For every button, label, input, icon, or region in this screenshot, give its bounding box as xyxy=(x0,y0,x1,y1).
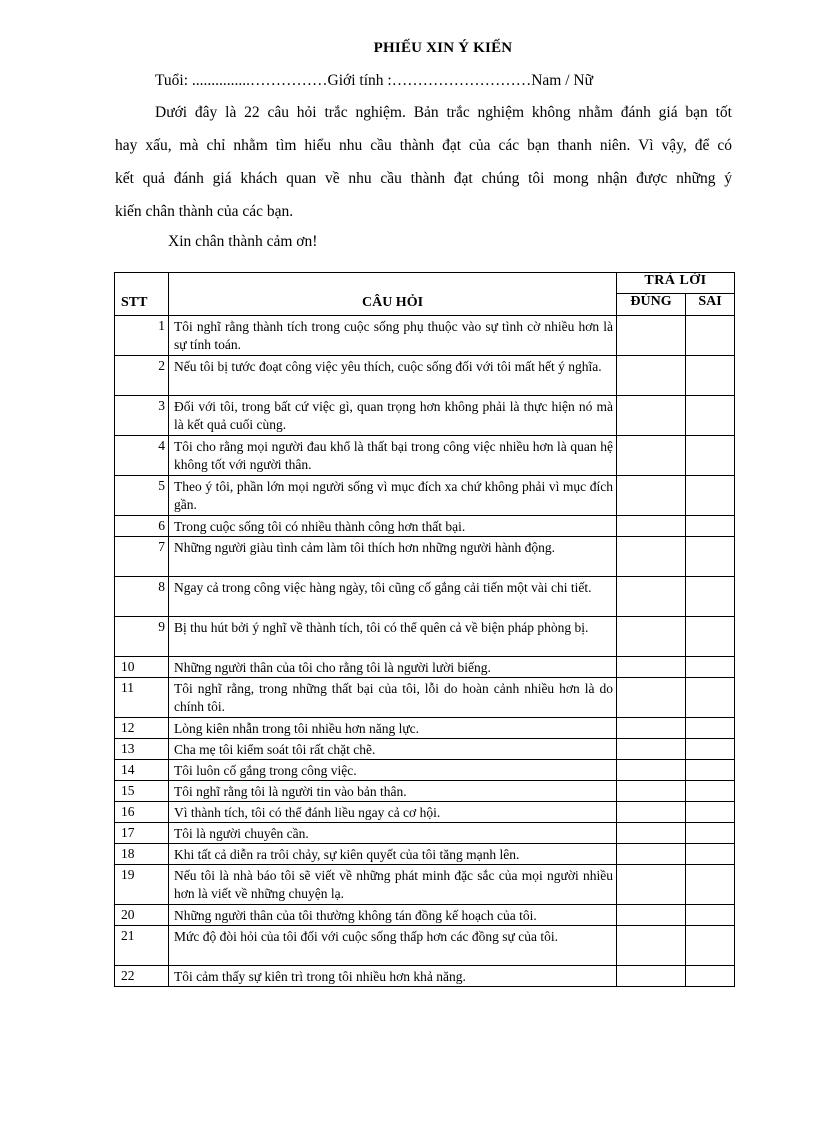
question-text: Những người thân của tôi thường không tán đồng kế hoạch của tôi. xyxy=(169,905,617,926)
table-row xyxy=(115,617,735,657)
answer-false-cell[interactable] xyxy=(686,356,735,396)
question-text: Những người giàu tình cảm làm tôi thích hơn những người hành động. xyxy=(169,537,617,577)
answer-false-cell[interactable] xyxy=(686,781,735,802)
row-number: 5 xyxy=(115,476,169,516)
row-number: 17 xyxy=(115,823,169,844)
table-row xyxy=(115,476,735,516)
answer-true-cell[interactable] xyxy=(617,865,686,905)
answer-true-cell[interactable] xyxy=(617,516,686,537)
row-number: 19 xyxy=(115,865,169,905)
answer-false-cell[interactable] xyxy=(686,926,735,966)
answer-false-cell[interactable] xyxy=(686,739,735,760)
answer-false-cell[interactable] xyxy=(686,905,735,926)
answer-true-cell[interactable] xyxy=(617,617,686,657)
question-text: Trong cuộc sống tôi có nhiều thành công hơn thất bại. xyxy=(169,516,617,537)
answer-false-cell[interactable] xyxy=(686,476,735,516)
question-text: Lòng kiên nhẫn trong tôi nhiều hơn năng lực. xyxy=(169,718,617,739)
answer-true-cell[interactable] xyxy=(617,657,686,678)
answer-true-cell[interactable] xyxy=(617,356,686,396)
question-text: Vì thành tích, tôi có thể đánh liều ngay cả cơ hội. xyxy=(169,802,617,823)
answer-false-cell[interactable] xyxy=(686,617,735,657)
question-text: Tôi cảm thấy sự kiên trì trong tôi nhiều hơn khả năng. xyxy=(169,966,617,987)
question-text: Tôi nghĩ rằng thành tích trong cuộc sống phụ thuộc vào sự tình cờ nhiều hơn là sự tính toán. xyxy=(169,316,617,356)
table-row xyxy=(115,718,735,739)
table-row xyxy=(115,396,735,436)
table-row xyxy=(115,657,735,678)
row-number: 16 xyxy=(115,802,169,823)
answer-false-cell[interactable] xyxy=(686,537,735,577)
answer-false-cell[interactable] xyxy=(686,516,735,537)
table-row xyxy=(115,802,735,823)
answer-false-cell[interactable] xyxy=(686,396,735,436)
question-text: Nếu tôi bị tước đoạt công việc yêu thích, cuộc sống đối với tôi mất hết ý nghĩa. xyxy=(169,356,617,396)
table-row xyxy=(115,516,735,537)
question-text: Những người thân của tôi cho rằng tôi là người lười biếng. xyxy=(169,657,617,678)
row-number: 15 xyxy=(115,781,169,802)
table-row xyxy=(115,537,735,577)
answer-true-cell[interactable] xyxy=(617,823,686,844)
table-row xyxy=(115,436,735,476)
questionnaire-table xyxy=(114,272,735,987)
row-number: 11 xyxy=(115,678,169,718)
answer-true-cell[interactable] xyxy=(617,476,686,516)
answer-true-cell[interactable] xyxy=(617,316,686,356)
row-number: 13 xyxy=(115,739,169,760)
answer-false-cell[interactable] xyxy=(686,802,735,823)
row-number: 10 xyxy=(115,657,169,678)
header-answer: TRẢ LỜI xyxy=(617,273,735,294)
answer-true-cell[interactable] xyxy=(617,802,686,823)
question-text: Đối với tôi, trong bất cứ việc gì, quan trọng hơn không phải là thực hiện nó mà là kết quả cuối cùng. xyxy=(169,396,617,436)
answer-true-cell[interactable] xyxy=(617,537,686,577)
question-text: Nếu tôi là nhà báo tôi sẽ viết về những phát minh đặc sắc của mọi người nhiều hơn là viết về những chuyện lạ. xyxy=(169,865,617,905)
header-stt: STT xyxy=(115,273,169,316)
answer-false-cell[interactable] xyxy=(686,865,735,905)
intro-line-1: Dưới đây là 22 câu hỏi trắc nghiệm. Bản trắc nghiệm không nhằm đánh giá bạn tốt xyxy=(155,104,732,121)
document-title: PHIẾU XIN Ý KIẾN xyxy=(373,40,513,56)
question-text: Cha mẹ tôi kiểm soát tôi rất chặt chẽ. xyxy=(169,739,617,760)
thanks-line: Xin chân thành cảm ơn! xyxy=(168,233,318,250)
answer-false-cell[interactable] xyxy=(686,436,735,476)
question-text: Khi tất cả diễn ra trôi chảy, sự kiên quyết của tôi tăng mạnh lên. xyxy=(169,844,617,865)
answer-true-cell[interactable] xyxy=(617,436,686,476)
answer-true-cell[interactable] xyxy=(617,926,686,966)
question-text: Bị thu hút bởi ý nghĩ về thành tích, tôi có thể quên cả về biện pháp phòng bị. xyxy=(169,617,617,657)
row-number: 20 xyxy=(115,905,169,926)
row-number: 21 xyxy=(115,926,169,966)
row-number: 4 xyxy=(115,436,169,476)
answer-true-cell[interactable] xyxy=(617,718,686,739)
answer-true-cell[interactable] xyxy=(617,844,686,865)
row-number: 18 xyxy=(115,844,169,865)
answer-true-cell[interactable] xyxy=(617,577,686,617)
row-number: 3 xyxy=(115,396,169,436)
question-text: Tôi là người chuyên cần. xyxy=(169,823,617,844)
answer-true-cell[interactable] xyxy=(617,396,686,436)
answer-false-cell[interactable] xyxy=(686,760,735,781)
answer-false-cell[interactable] xyxy=(686,577,735,617)
header-true: ĐÚNG xyxy=(617,294,686,316)
table-row xyxy=(115,577,735,617)
table-row xyxy=(115,781,735,802)
question-text: Mức độ đòi hỏi của tôi đối với cuộc sống thấp hơn các đồng sự của tôi. xyxy=(169,926,617,966)
table-row xyxy=(115,760,735,781)
table-row xyxy=(115,823,735,844)
row-number: 12 xyxy=(115,718,169,739)
table-row xyxy=(115,356,735,396)
row-number: 6 xyxy=(115,516,169,537)
header-false: SAI xyxy=(686,294,735,316)
answer-false-cell[interactable] xyxy=(686,657,735,678)
question-text: Tôi nghĩ rằng, trong những thất bại của tôi, lỗi do hoàn cảnh nhiều hơn là do chính tôi. xyxy=(169,678,617,718)
table-row xyxy=(115,905,735,926)
table-row xyxy=(115,739,735,760)
table-row xyxy=(115,678,735,718)
table-row xyxy=(115,926,735,966)
row-number: 8 xyxy=(115,577,169,617)
answer-false-cell[interactable] xyxy=(686,966,735,987)
answer-true-cell[interactable] xyxy=(617,760,686,781)
answer-true-cell[interactable] xyxy=(617,905,686,926)
question-text: Tôi cho rằng mọi người đau khổ là thất bại trong công việc nhiều hơn là quan hệ không tốt với người thân. xyxy=(169,436,617,476)
table-row xyxy=(115,844,735,865)
table-row xyxy=(115,316,735,356)
question-text: Ngay cả trong công việc hàng ngày, tôi cũng cố gắng cải tiến một vài chi tiết. xyxy=(169,577,617,617)
intro-line-2: hay xấu, mà chỉ nhằm tìm hiểu nhu cầu thành đạt của các bạn thanh niên. Vì vậy, để có xyxy=(115,137,732,154)
row-number: 9 xyxy=(115,617,169,657)
age-gender-line: Tuổi: ...............……………Giới tính :………………………Nam / Nữ xyxy=(155,72,593,89)
header-question: CÂU HỎI xyxy=(169,273,617,316)
table-row xyxy=(115,966,735,987)
answer-true-cell[interactable] xyxy=(617,781,686,802)
answer-false-cell[interactable] xyxy=(686,844,735,865)
row-number: 14 xyxy=(115,760,169,781)
row-number: 1 xyxy=(115,316,169,356)
row-number: 7 xyxy=(115,537,169,577)
question-text: Tôi luôn cố gắng trong công việc. xyxy=(169,760,617,781)
question-text: Tôi nghĩ rằng tôi là người tin vào bản thân. xyxy=(169,781,617,802)
answer-true-cell[interactable] xyxy=(617,739,686,760)
intro-line-3: kết quả đánh giá khách quan về nhu cầu thành đạt chúng tôi mong nhận được những ý xyxy=(115,170,732,187)
answer-false-cell[interactable] xyxy=(686,316,735,356)
answer-false-cell[interactable] xyxy=(686,678,735,718)
intro-line-4: kiến chân thành của các bạn. xyxy=(115,203,294,220)
row-number: 22 xyxy=(115,966,169,987)
answer-true-cell[interactable] xyxy=(617,966,686,987)
answer-true-cell[interactable] xyxy=(617,678,686,718)
question-text: Theo ý tôi, phần lớn mọi người sống vì mục đích xa chứ không phải vì mục đích gần. xyxy=(169,476,617,516)
answer-false-cell[interactable] xyxy=(686,718,735,739)
row-number: 2 xyxy=(115,356,169,396)
answer-false-cell[interactable] xyxy=(686,823,735,844)
table-row xyxy=(115,865,735,905)
